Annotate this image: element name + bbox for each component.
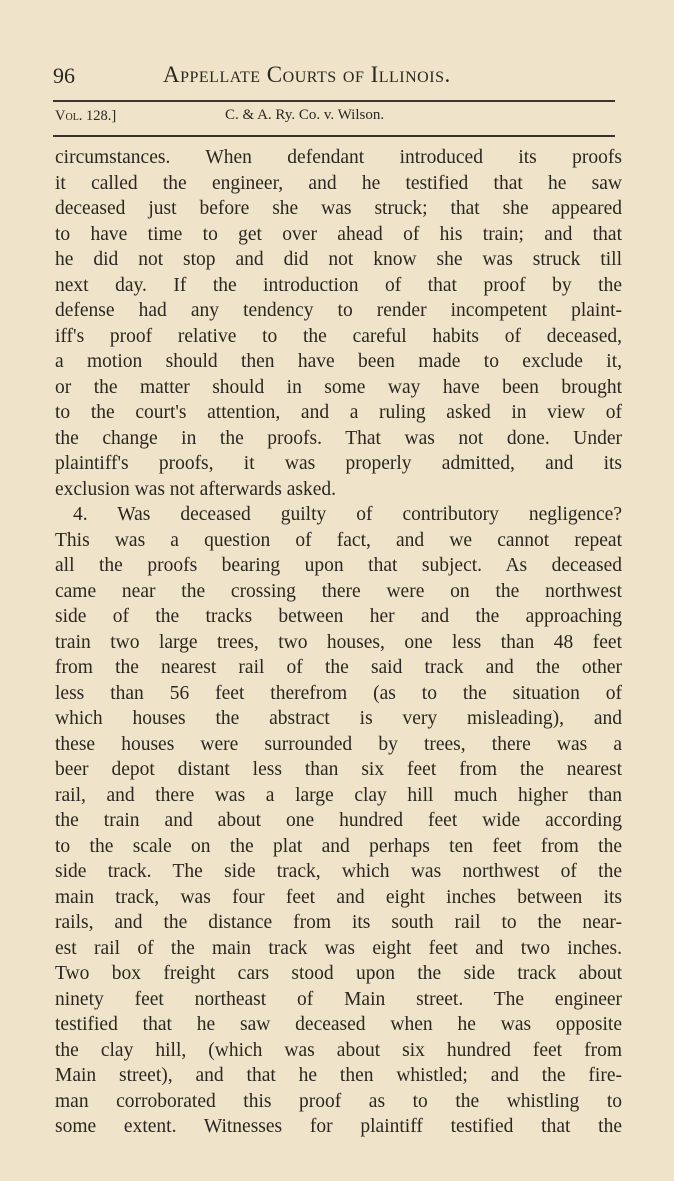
text-line: some extent. Witnesses for plaintiff testified that the: [55, 1116, 622, 1137]
text-line: side of the tracks between her and the approaching: [55, 606, 622, 627]
text-line: Two box freight cars stood upon the side track about: [55, 963, 622, 984]
text-line: beer depot distant less than six feet from the nearest: [55, 759, 622, 780]
text-line: which houses the abstract is very misleading), and: [55, 708, 622, 729]
text-line: from the nearest rail of the said track and the other: [55, 657, 622, 678]
text-line: to the court's attention, and a ruling asked in view of: [55, 402, 622, 423]
text-line: side track. The side track, which was northwest of the: [55, 861, 622, 882]
text-line: plaintiff's proofs, it was properly admitted, and its: [55, 453, 622, 474]
body-text: [55, 145, 622, 1140]
text-line: ninety feet northeast of Main street. The engineer: [55, 988, 622, 1010]
text-line: the change in the proofs. That was not done. Under: [55, 427, 622, 449]
header-rule-bottom: [53, 135, 615, 137]
text-line: or the matter should in some way have been brought: [55, 376, 622, 398]
text-line: came near the crossing there were on the northwest: [55, 580, 622, 602]
text-line: exclusion was not afterwards asked.: [55, 478, 337, 500]
text-line: all the proofs bearing upon that subject. As deceased: [55, 555, 622, 576]
text-line: deceased just before she was struck; that she appeared: [55, 198, 622, 219]
page-number: 96: [53, 63, 75, 88]
text-line: main track, was four feet and eight inches between its: [55, 886, 622, 908]
text-line: to have time to get over ahead of his train; and that: [55, 223, 622, 245]
text-line: it called the engineer, and he testified that he saw: [55, 172, 622, 194]
text-line: This was a question of fact, and we cannot repeat: [55, 529, 622, 551]
text-line: 4. Was deceased guilty of contributory negligence?: [73, 504, 622, 525]
text-line: est rail of the main track was eight feet and two inches.: [55, 937, 622, 959]
text-line: the clay hill, (which was about six hundred feet from: [55, 1039, 622, 1061]
header-rule-top: [53, 100, 615, 102]
running-title: Appellate Courts of Illinois.: [163, 62, 451, 87]
text-line: rail, and there was a large clay hill much higher than: [55, 784, 622, 806]
text-line: the train and about one hundred feet wide according: [55, 810, 622, 831]
text-line: defense had any tendency to render incompetent plaint-: [55, 300, 622, 321]
text-line: to the scale on the plat and perhaps ten feet from the: [55, 835, 622, 857]
text-line: less than 56 feet therefrom (as to the situation of: [55, 682, 622, 704]
text-line: circumstances. When defendant introduced its proofs: [55, 147, 622, 168]
text-line: Main street), and that he then whistled; and the fire-: [55, 1065, 622, 1086]
text-line: rails, and the distance from its south rail to the near-: [55, 912, 622, 933]
text-line: testified that he saw deceased when he was opposite: [55, 1014, 622, 1035]
volume-label: Vol. 128.]: [55, 108, 117, 124]
text-line: man corroborated this proof as to the whistling to: [55, 1090, 622, 1112]
text-line: train two large trees, two houses, one less than 48 feet: [55, 631, 622, 653]
text-line: a motion should then have been made to exclude it,: [55, 351, 622, 372]
text-line: he did not stop and did not know she was struck till: [55, 249, 622, 270]
text-line: next day. If the introduction of that proof by the: [55, 274, 622, 296]
text-line: these houses were surrounded by trees, there was a: [55, 733, 622, 755]
case-title: C. & A. Ry. Co. v. Wilson.: [225, 107, 385, 123]
text-line: iff's proof relative to the careful habits of deceased,: [55, 325, 622, 347]
